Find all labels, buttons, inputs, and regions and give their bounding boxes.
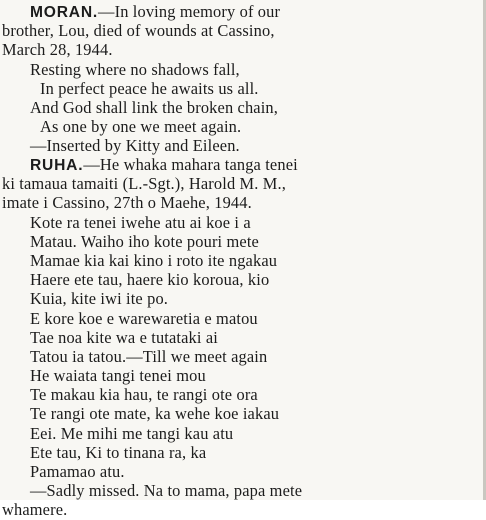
notice-heading-line [0, 2, 486, 21]
verse-line: Tae noa kite wa e tutataki ai [30, 327, 218, 347]
death-notice-ruha [0, 155, 486, 520]
verse-line: E kore koe e warewaretia e matou [30, 308, 258, 328]
verse-line: Haere ete tau, haere kio koroua, kio [30, 270, 270, 290]
notice-text: imate i Cassino, 27th o Maehe, 1944. [2, 193, 252, 213]
verse-line: Kuia, kite iwi ite po. [30, 289, 169, 309]
verse-line: Eei. Me mihi me tangi kau atu [30, 423, 234, 443]
verse-line: Resting where no shadows fall, [30, 59, 240, 79]
verse-line: Te rangi ote mate, ka wehe koe iakau [30, 404, 280, 424]
verse-line: Pamamao atu. [30, 462, 125, 481]
verse-line: He waiata tangi tenei mou [30, 366, 206, 386]
verse-line: And God shall link the broken chain, [30, 97, 279, 117]
verse-line: In perfect peace he awaits us all. [40, 78, 259, 98]
notice-heading-line [0, 155, 486, 174]
verse-line: Kote ra tenei iwehe atu ai koe i a [30, 212, 251, 232]
notice-text: ki tamaua tamaiti (L.-Sgt.), Harold M. M., [2, 174, 286, 194]
notice-text: brother, Lou, died of wounds at Cassino, [2, 21, 275, 41]
notice-text: —In loving memory of our [98, 2, 281, 21]
notice-text: —He whaka mahara tanga tenei [83, 155, 298, 174]
verse-line: Matau. Waiho iho kote pouri mete [30, 231, 259, 251]
verse-line: Ete tau, Ki to tinana ra, ka [30, 442, 207, 462]
notice-closing: —Inserted by Kitty and Eileen. [30, 136, 240, 156]
notice-surname: RUHA. [30, 157, 84, 174]
verse-line: Mamae kia kai kino i roto ite ngakau [30, 250, 278, 270]
notice-surname: MORAN. [30, 4, 99, 21]
verse-line: As one by one we meet again. [40, 117, 242, 137]
notice-closing: whamere. [2, 500, 68, 520]
verse-line: Tatou ia tatou.—Till we meet again [30, 346, 268, 366]
notice-closing: —Sadly missed. Na to mama, papa mete [30, 481, 303, 501]
verse-line: Te makau kia hau, te rangi ote ora [30, 385, 258, 405]
notice-text: March 28, 1944. [2, 40, 113, 60]
death-notice-moran [0, 2, 486, 156]
